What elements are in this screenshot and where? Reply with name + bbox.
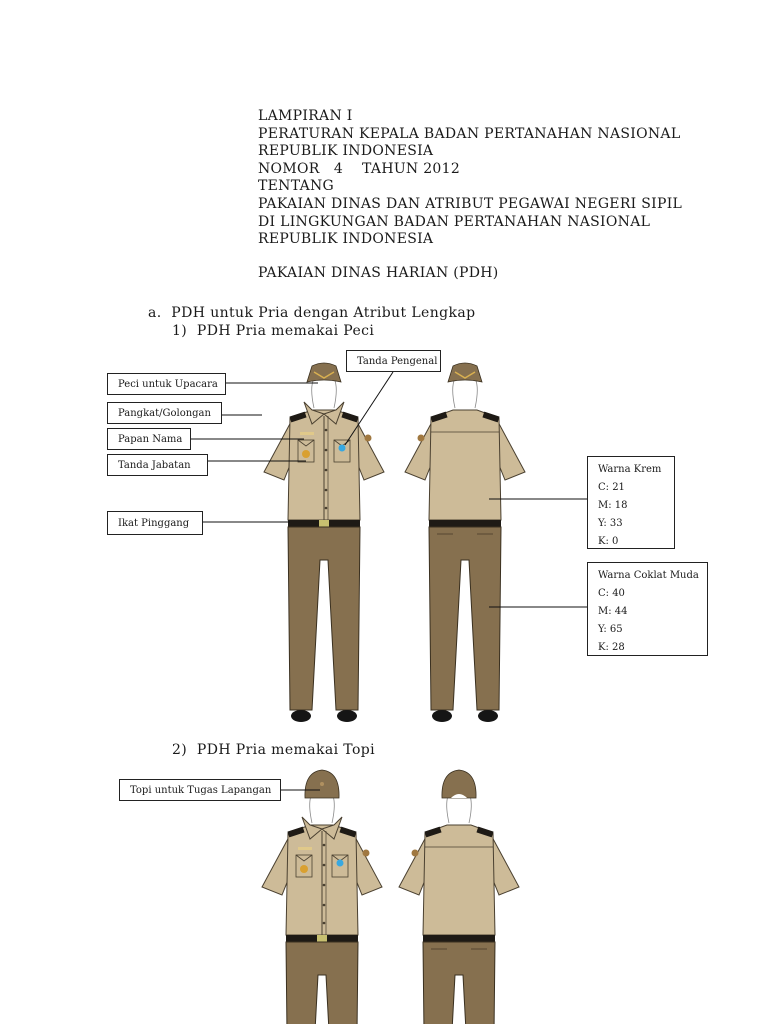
figure-2-cap-front <box>305 770 339 798</box>
label-tanda-jabatan: Tanda Jabatan <box>107 454 208 476</box>
color-spec-m: M: 18 <box>598 500 628 511</box>
figure-2-back <box>399 785 519 1024</box>
header-line: NOMOR 4 TAHUN 2012 <box>258 160 461 177</box>
item-1-title: 1) PDH Pria memakai Peci <box>172 323 375 339</box>
leader-lines <box>191 372 587 790</box>
section-a-title: a. PDH untuk Pria dengan Atribut Lengkap <box>148 305 476 321</box>
figure-1-peci-back <box>448 363 482 382</box>
label-tanda-pengenal: Tanda Pengenal <box>346 350 441 372</box>
header-line: LAMPIRAN I <box>258 108 353 124</box>
figure-1-back <box>405 370 525 722</box>
color-spec-m: M: 44 <box>598 606 628 617</box>
color-spec-warna-coklat-muda <box>587 562 708 656</box>
header-line: REPUBLIK INDONESIA <box>258 143 434 160</box>
label-pangkat-golongan: Pangkat/Golongan <box>107 402 222 424</box>
color-spec-c: C: 21 <box>598 482 625 493</box>
header-line: DI LINGKUNGAN BADAN PERTANAHAN NASIONAL <box>258 213 651 230</box>
figure-1-peci-front <box>307 363 341 382</box>
figure-1-front <box>264 370 384 722</box>
color-spec-title: Warna Krem <box>598 464 662 475</box>
header-line: PERATURAN KEPALA BADAN PERTANAHAN NASIONAL <box>258 125 681 142</box>
header-line: TENTANG <box>258 178 335 195</box>
item-2-title: 2) PDH Pria memakai Topi <box>172 742 376 758</box>
color-spec-c: C: 40 <box>598 588 625 599</box>
section-title: PAKAIAN DINAS HARIAN (PDH) <box>258 265 499 281</box>
header-line: REPUBLIK INDONESIA <box>258 231 434 248</box>
label-peci-untuk-upacara: Peci untuk Upacara <box>107 373 226 395</box>
figure-2-front <box>262 785 382 1024</box>
label-topi-untuk-tugas-lapangan: Topi untuk Tugas Lapangan <box>119 779 281 801</box>
color-spec-warna-krem <box>587 456 675 549</box>
label-ikat-pinggang: Ikat Pinggang <box>107 511 203 535</box>
label-papan-nama: Papan Nama <box>107 428 191 450</box>
color-spec-y: Y: 65 <box>598 624 623 635</box>
color-spec-y: Y: 33 <box>598 518 623 529</box>
color-spec-k: K: 0 <box>598 536 619 547</box>
color-spec-k: K: 28 <box>598 642 625 653</box>
figure-2-cap-back <box>442 770 476 798</box>
header-line: PAKAIAN DINAS DAN ATRIBUT PEGAWAI NEGERI SIPIL <box>258 195 683 212</box>
color-spec-title: Warna Coklat Muda <box>598 570 699 581</box>
